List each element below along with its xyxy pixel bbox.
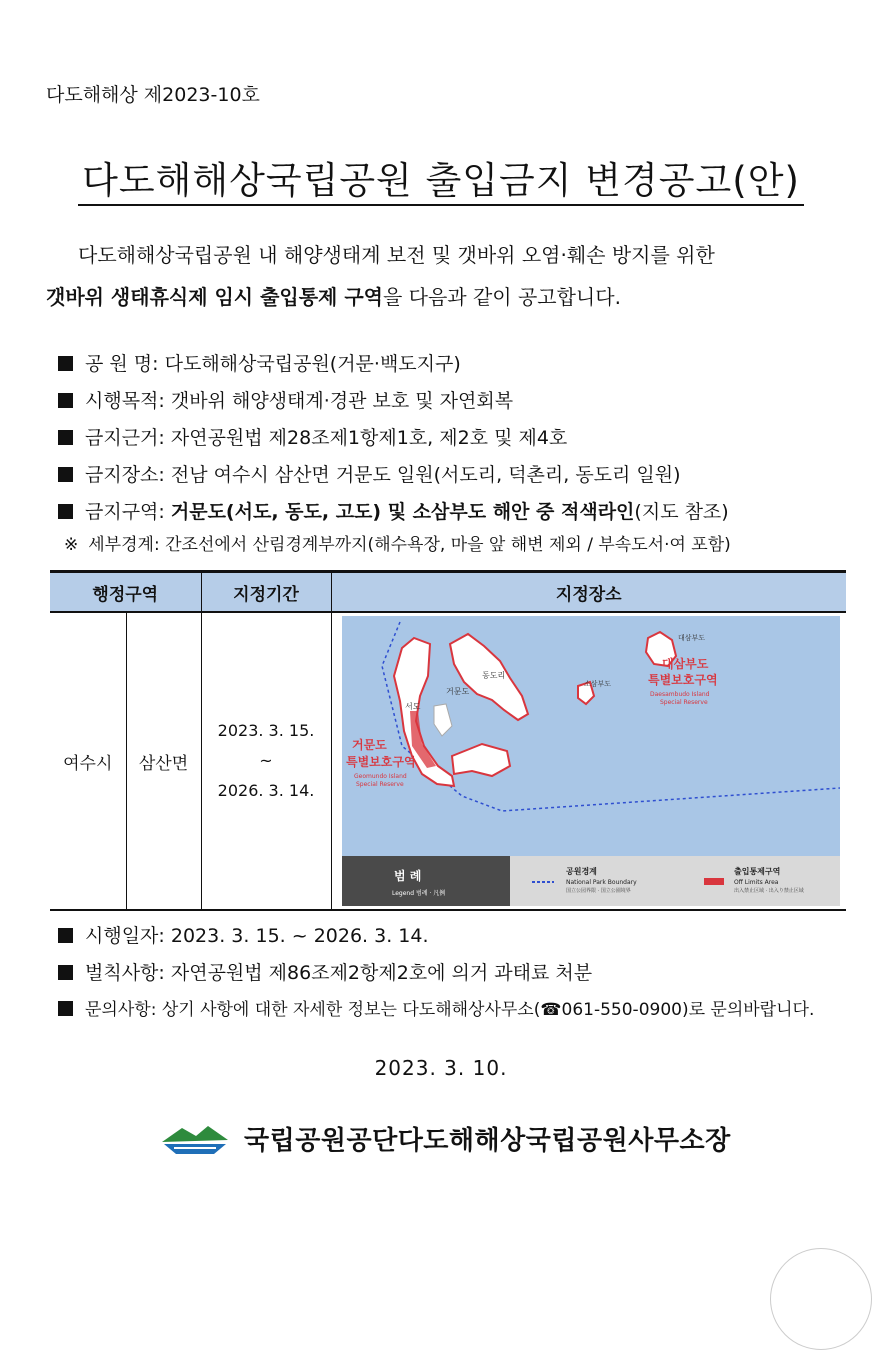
issuer-block <box>160 1118 731 1158</box>
enforcement-items <box>58 918 814 1029</box>
zone-right-title-2: 특별보호구역 <box>647 673 718 687</box>
scroll-to-top-button[interactable] <box>770 1248 872 1350</box>
intro-line-2 <box>46 276 856 318</box>
bullet-square <box>58 965 73 980</box>
cell-map <box>331 612 846 910</box>
item-restricted-zone: 금지구역: 거문도(서도, 동도, 고도) 및 소삼부도 해안 중 적색라인(지도 참조) <box>58 494 729 531</box>
item-value: (지도 참조) <box>634 501 729 523</box>
note-label: 세부경계 <box>88 535 154 555</box>
intro-rest: 을 다음과 같이 공고합니다. <box>382 285 621 309</box>
notice-date: 2023. 3. 10. <box>374 1056 508 1080</box>
zone-right-en-2: Special Reserve <box>659 699 708 706</box>
item-purpose: 시행목적: 갯바위 해양생태계·경관 보호 및 자연회복 <box>58 383 729 420</box>
bullet-square <box>58 928 73 943</box>
zone-right-title-1: 대삼부도 <box>661 657 708 671</box>
label-geomundo: 거문도 <box>445 687 469 696</box>
bullet-square <box>58 504 73 519</box>
item-label: 시행일자 <box>85 925 159 947</box>
item-label: 문의사항 <box>85 1000 151 1020</box>
legend-subtitle: Legend 범례 · 凡例 <box>391 890 445 897</box>
header-period: 지정기간 <box>201 572 331 613</box>
label-sosambudo: 소삼부도 <box>583 680 611 688</box>
period-start: 2023. 3. 15. <box>217 721 315 740</box>
legend-boundary-ko: 공원경계 <box>565 867 597 876</box>
intro-line-1: 다도해해상국립공원 내 해양생태계 보전 및 갯바위 오염·훼손 방지를 위한 <box>78 243 715 267</box>
header-place: 지정장소 <box>331 572 846 613</box>
zone-right-en-1: Daesambudo Island <box>649 691 709 698</box>
legend-title-box <box>342 856 510 906</box>
zone-left-title-2: 특별보호구역 <box>345 755 416 769</box>
label-seodo: 서도 <box>404 702 420 711</box>
legend-offlimits-en: Off Limits Area <box>733 879 778 886</box>
detail-boundary-note: ※ 세부경계: 간조선에서 산림경계부까지(해수욕장, 마을 앞 해변 제외 / 부속도서·여 포함) <box>64 535 731 555</box>
designation-table <box>50 570 846 911</box>
item-value: 자연공원법 제86조제2항제2호에 의거 과태료 처분 <box>170 962 593 984</box>
note-value: 간조선에서 산림경계부까지(해수욕장, 마을 앞 해변 제외 / 부속도서·여 포함) <box>165 535 731 555</box>
period-end: 2026. 3. 14. <box>217 781 315 800</box>
national-park-logo-icon <box>160 1118 230 1158</box>
item-penalty: 벌칙사항: 자연공원법 제86조제2항제2호에 의거 과태료 처분 <box>58 955 814 992</box>
document-number: 다도해해상 제2023-10호 <box>46 84 260 106</box>
legend-boundary-sub: 国立公园界限 · 国立公園境界 <box>565 888 631 894</box>
item-value: 다도해해상국립공원(거문·백도지구) <box>164 353 461 375</box>
item-label: 금지근거 <box>85 427 159 449</box>
item-label: 벌칙사항 <box>85 962 159 984</box>
bullet-square <box>58 393 73 408</box>
label-dongdo: 동도리 <box>481 671 505 680</box>
bullet-square <box>58 1001 73 1016</box>
item-effective-date: 시행일자: 2023. 3. 15. ~ 2026. 3. 14. <box>58 918 814 955</box>
bullet-square <box>58 430 73 445</box>
issuer-name: 국립공원공단다도해해상국립공원사무소장 <box>244 1125 731 1156</box>
item-location: 금지장소: 전남 여수시 삼산면 거문도 일원(서도리, 덕촌리, 동도리 일원) <box>58 457 729 494</box>
item-value-emphasis: 거문도(서도, 동도, 고도) 및 소삼부도 해안 중 적색라인 <box>170 501 635 523</box>
legend-offlimits-ko: 출입통제구역 <box>733 867 780 876</box>
cell-period <box>201 612 331 910</box>
item-value: 상기 사항에 대한 자세한 정보는 다도해해상사무소(☎061-550-0900)로 문의바랍니다. <box>161 1000 815 1020</box>
zone-left-en-1: Geomundo Island <box>353 773 407 780</box>
item-value: 자연공원법 제28조제1항제1호, 제2호 및 제4호 <box>170 427 568 449</box>
cell-town: 삼산면 <box>126 612 201 910</box>
item-value: 전남 여수시 삼산면 거문도 일원(서도리, 덕촌리, 동도리 일원) <box>170 464 681 486</box>
intro-paragraph <box>46 234 856 318</box>
item-label: 공 원 명 <box>85 353 153 375</box>
item-value: 갯바위 해양생태계·경관 보호 및 자연회복 <box>170 390 514 412</box>
item-label: 시행목적 <box>85 390 159 412</box>
zone-left-title-1: 거문도 <box>351 738 387 752</box>
item-label: 금지구역 <box>85 501 159 523</box>
table-header-row <box>50 572 846 613</box>
table-row <box>50 612 846 910</box>
bullet-square <box>58 356 73 371</box>
item-value: 2023. 3. 15. ~ 2026. 3. 14. <box>170 925 429 947</box>
legend-title: 범 례 <box>393 869 421 883</box>
cell-city: 여수시 <box>50 612 126 910</box>
item-legal-basis: 금지근거: 자연공원법 제28조제1항제1호, 제2호 및 제4호 <box>58 420 729 457</box>
notice-items <box>58 346 729 531</box>
item-label: 금지장소 <box>85 464 159 486</box>
legend-offlimits-sub: 出入禁止区域 · 出入り禁止区域 <box>733 888 804 894</box>
bullet-square <box>58 467 73 482</box>
note-mark: ※ <box>64 535 79 555</box>
label-daesambudo: 대삼부도 <box>677 634 705 642</box>
zone-left-en-2: Special Reserve <box>355 781 404 788</box>
page-title <box>0 150 882 204</box>
intro-emphasis: 갯바위 생태휴식제 임시 출입통제 구역 <box>46 285 383 309</box>
header-admin-district: 행정구역 <box>50 572 201 613</box>
map-svg <box>342 616 840 906</box>
title-text: 다도해해상국립공원 출입금지 변경공고(안) <box>78 159 804 206</box>
period-separator: ~ <box>259 751 273 770</box>
legend-boundary-en: National Park Boundary <box>565 879 637 886</box>
restriction-map <box>342 616 840 906</box>
item-park-name: 공 원 명: 다도해해상국립공원(거문·백도지구) <box>58 346 729 383</box>
item-inquiry: 문의사항: 상기 사항에 대한 자세한 정보는 다도해해상사무소(☎061-550-0900)로 문의바랍니다. <box>58 992 814 1029</box>
legend-offlimits-symbol <box>704 878 724 885</box>
